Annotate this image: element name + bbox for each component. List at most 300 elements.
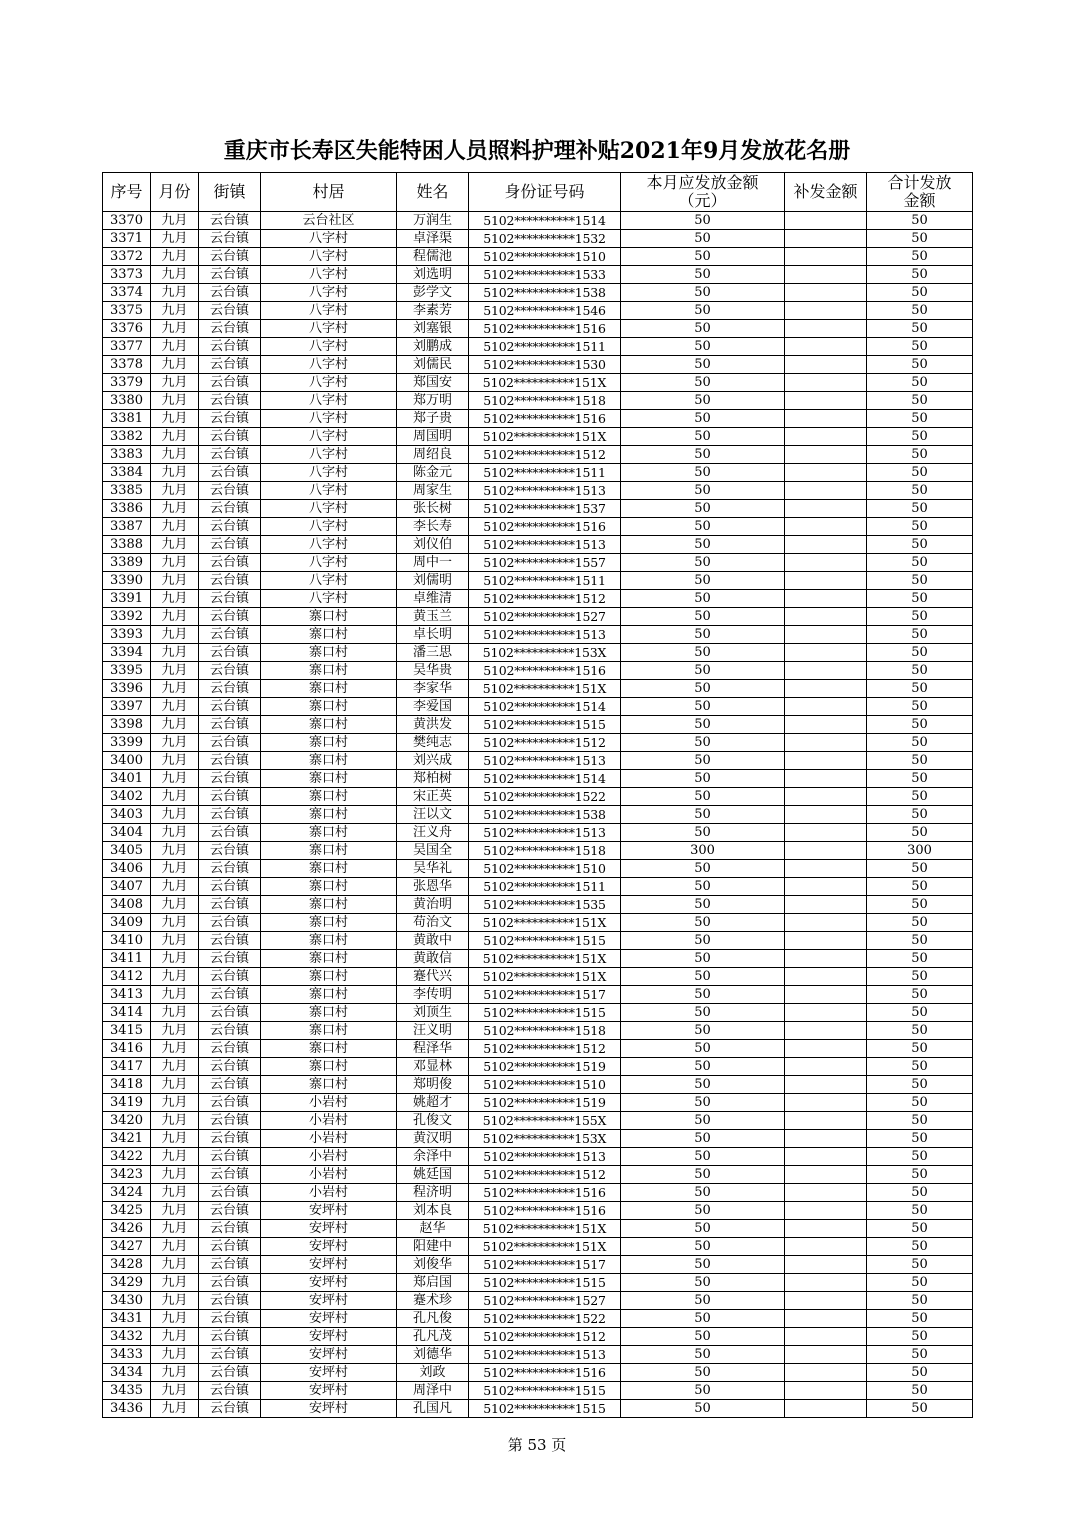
extra-cell: [785, 572, 867, 590]
id-cell: 5102**********1512: [469, 1040, 621, 1058]
header-extra: 补发金额: [785, 173, 867, 212]
extra-cell: [785, 716, 867, 734]
name-cell: 汪义舟: [397, 824, 469, 842]
month-cell: 九月: [151, 1022, 199, 1040]
due-cell: 50: [621, 500, 785, 518]
due-cell: 50: [621, 1292, 785, 1310]
month-cell: 九月: [151, 1400, 199, 1418]
seq-cell: 3411: [103, 950, 151, 968]
month-cell: 九月: [151, 1112, 199, 1130]
village-cell: 八字村: [261, 554, 397, 572]
village-cell: 小岩村: [261, 1148, 397, 1166]
due-cell: 50: [621, 914, 785, 932]
extra-cell: [785, 932, 867, 950]
extra-cell: [785, 644, 867, 662]
name-cell: 吴华礼: [397, 860, 469, 878]
seq-cell: 3397: [103, 698, 151, 716]
town-cell: 云台镇: [199, 554, 261, 572]
due-cell: 50: [621, 608, 785, 626]
village-cell: 云台社区: [261, 212, 397, 230]
id-cell: 5102**********1519: [469, 1058, 621, 1076]
village-cell: 寨口村: [261, 968, 397, 986]
header-total: 合计发放金额: [867, 173, 973, 212]
seq-cell: 3434: [103, 1364, 151, 1382]
total-cell: 50: [867, 752, 973, 770]
table-row: [103, 1022, 973, 1040]
total-cell: 50: [867, 734, 973, 752]
month-cell: 九月: [151, 482, 199, 500]
town-cell: 云台镇: [199, 428, 261, 446]
seq-cell: 3417: [103, 1058, 151, 1076]
due-cell: 50: [621, 1130, 785, 1148]
extra-cell: [785, 1256, 867, 1274]
name-cell: 刘俊华: [397, 1256, 469, 1274]
id-cell: 5102**********1510: [469, 248, 621, 266]
total-cell: 50: [867, 518, 973, 536]
month-cell: 九月: [151, 1364, 199, 1382]
town-cell: 云台镇: [199, 842, 261, 860]
id-cell: 5102**********1517: [469, 986, 621, 1004]
town-cell: 云台镇: [199, 1256, 261, 1274]
total-cell: 50: [867, 770, 973, 788]
town-cell: 云台镇: [199, 1382, 261, 1400]
name-cell: 姚廷国: [397, 1166, 469, 1184]
name-cell: 蹇术珍: [397, 1292, 469, 1310]
table-row: [103, 1310, 973, 1328]
town-cell: 云台镇: [199, 1292, 261, 1310]
extra-cell: [785, 212, 867, 230]
seq-cell: 3378: [103, 356, 151, 374]
total-cell: 50: [867, 1328, 973, 1346]
seq-cell: 3420: [103, 1112, 151, 1130]
town-cell: 云台镇: [199, 968, 261, 986]
name-cell: 刘德华: [397, 1346, 469, 1364]
id-cell: 5102**********1512: [469, 734, 621, 752]
town-cell: 云台镇: [199, 1022, 261, 1040]
seq-cell: 3387: [103, 518, 151, 536]
id-cell: 5102**********1518: [469, 1022, 621, 1040]
id-cell: 5102**********1514: [469, 770, 621, 788]
id-cell: 5102**********1516: [469, 1202, 621, 1220]
village-cell: 八字村: [261, 590, 397, 608]
extra-cell: [785, 374, 867, 392]
town-cell: 云台镇: [199, 1202, 261, 1220]
table-row: [103, 446, 973, 464]
seq-cell: 3401: [103, 770, 151, 788]
extra-cell: [785, 824, 867, 842]
total-cell: 50: [867, 284, 973, 302]
name-cell: 郑国安: [397, 374, 469, 392]
month-cell: 九月: [151, 950, 199, 968]
id-cell: 5102**********1530: [469, 356, 621, 374]
extra-cell: [785, 1040, 867, 1058]
total-cell: 50: [867, 1094, 973, 1112]
month-cell: 九月: [151, 1292, 199, 1310]
town-cell: 云台镇: [199, 266, 261, 284]
id-cell: 5102**********1518: [469, 392, 621, 410]
town-cell: 云台镇: [199, 374, 261, 392]
town-cell: 云台镇: [199, 932, 261, 950]
due-cell: 50: [621, 1382, 785, 1400]
total-cell: 50: [867, 1076, 973, 1094]
table-row: [103, 896, 973, 914]
name-cell: 程济明: [397, 1184, 469, 1202]
name-cell: 刘儒明: [397, 572, 469, 590]
town-cell: 云台镇: [199, 752, 261, 770]
town-cell: 云台镇: [199, 230, 261, 248]
total-cell: 50: [867, 626, 973, 644]
extra-cell: [785, 302, 867, 320]
total-cell: 50: [867, 896, 973, 914]
village-cell: 寨口村: [261, 608, 397, 626]
extra-cell: [785, 1292, 867, 1310]
table-row: [103, 770, 973, 788]
total-cell: 50: [867, 536, 973, 554]
month-cell: 九月: [151, 914, 199, 932]
month-cell: 九月: [151, 554, 199, 572]
town-cell: 云台镇: [199, 1112, 261, 1130]
month-cell: 九月: [151, 896, 199, 914]
id-cell: 5102**********1514: [469, 212, 621, 230]
village-cell: 安坪村: [261, 1328, 397, 1346]
table-row: [103, 1364, 973, 1382]
extra-cell: [785, 1400, 867, 1418]
table-row: [103, 734, 973, 752]
total-cell: 50: [867, 212, 973, 230]
due-cell: 50: [621, 950, 785, 968]
due-cell: 50: [621, 968, 785, 986]
due-cell: 50: [621, 860, 785, 878]
month-cell: 九月: [151, 338, 199, 356]
table-row: [103, 644, 973, 662]
name-cell: 孔凡茂: [397, 1328, 469, 1346]
due-cell: 50: [621, 464, 785, 482]
due-cell: 50: [621, 482, 785, 500]
total-cell: 50: [867, 824, 973, 842]
town-cell: 云台镇: [199, 320, 261, 338]
due-cell: 50: [621, 1364, 785, 1382]
month-cell: 九月: [151, 374, 199, 392]
name-cell: 刘鹏成: [397, 338, 469, 356]
id-cell: 5102**********1515: [469, 1004, 621, 1022]
table-row: [103, 590, 973, 608]
extra-cell: [785, 608, 867, 626]
name-cell: 周家生: [397, 482, 469, 500]
name-cell: 郑启国: [397, 1274, 469, 1292]
header-name: 姓名: [397, 173, 469, 212]
due-cell: 50: [621, 1094, 785, 1112]
due-cell: 50: [621, 662, 785, 680]
seq-cell: 3382: [103, 428, 151, 446]
extra-cell: [785, 1382, 867, 1400]
total-cell: 50: [867, 482, 973, 500]
extra-cell: [785, 1004, 867, 1022]
id-cell: 5102**********151X: [469, 1238, 621, 1256]
village-cell: 安坪村: [261, 1220, 397, 1238]
extra-cell: [785, 320, 867, 338]
name-cell: 李传明: [397, 986, 469, 1004]
due-cell: 50: [621, 752, 785, 770]
name-cell: 汪义明: [397, 1022, 469, 1040]
due-cell: 50: [621, 356, 785, 374]
month-cell: 九月: [151, 680, 199, 698]
total-cell: 50: [867, 662, 973, 680]
month-cell: 九月: [151, 410, 199, 428]
due-cell: 50: [621, 1112, 785, 1130]
extra-cell: [785, 1310, 867, 1328]
town-cell: 云台镇: [199, 1400, 261, 1418]
name-cell: 郑万明: [397, 392, 469, 410]
village-cell: 八字村: [261, 356, 397, 374]
table-row: [103, 1058, 973, 1076]
seq-cell: 3374: [103, 284, 151, 302]
table-row: [103, 1328, 973, 1346]
total-cell: 50: [867, 914, 973, 932]
extra-cell: [785, 518, 867, 536]
extra-cell: [785, 986, 867, 1004]
total-cell: 50: [867, 1238, 973, 1256]
total-cell: 50: [867, 1274, 973, 1292]
village-cell: 寨口村: [261, 644, 397, 662]
total-cell: 50: [867, 392, 973, 410]
town-cell: 云台镇: [199, 1058, 261, 1076]
seq-cell: 3428: [103, 1256, 151, 1274]
town-cell: 云台镇: [199, 896, 261, 914]
total-cell: 50: [867, 932, 973, 950]
name-cell: 刘仪伯: [397, 536, 469, 554]
month-cell: 九月: [151, 356, 199, 374]
id-cell: 5102**********1516: [469, 1364, 621, 1382]
name-cell: 黄敢信: [397, 950, 469, 968]
id-cell: 5102**********1515: [469, 716, 621, 734]
total-cell: 50: [867, 554, 973, 572]
village-cell: 寨口村: [261, 698, 397, 716]
due-cell: 50: [621, 1400, 785, 1418]
table-row: [103, 284, 973, 302]
village-cell: 寨口村: [261, 734, 397, 752]
name-cell: 郑子贵: [397, 410, 469, 428]
town-cell: 云台镇: [199, 824, 261, 842]
month-cell: 九月: [151, 500, 199, 518]
due-cell: 50: [621, 1076, 785, 1094]
seq-cell: 3371: [103, 230, 151, 248]
id-cell: 5102**********1516: [469, 518, 621, 536]
seq-cell: 3408: [103, 896, 151, 914]
month-cell: 九月: [151, 392, 199, 410]
id-cell: 5102**********1512: [469, 1166, 621, 1184]
town-cell: 云台镇: [199, 392, 261, 410]
town-cell: 云台镇: [199, 248, 261, 266]
extra-cell: [785, 896, 867, 914]
village-cell: 寨口村: [261, 1076, 397, 1094]
id-cell: 5102**********153X: [469, 1130, 621, 1148]
month-cell: 九月: [151, 932, 199, 950]
name-cell: 张恩华: [397, 878, 469, 896]
table-row: [103, 914, 973, 932]
village-cell: 寨口村: [261, 914, 397, 932]
village-cell: 八字村: [261, 248, 397, 266]
town-cell: 云台镇: [199, 500, 261, 518]
table-row: [103, 1400, 973, 1418]
seq-cell: 3430: [103, 1292, 151, 1310]
village-cell: 寨口村: [261, 1040, 397, 1058]
id-cell: 5102**********1527: [469, 608, 621, 626]
seq-cell: 3400: [103, 752, 151, 770]
extra-cell: [785, 1202, 867, 1220]
due-cell: 50: [621, 284, 785, 302]
table-row: [103, 878, 973, 896]
month-cell: 九月: [151, 1274, 199, 1292]
due-cell: 50: [621, 590, 785, 608]
id-cell: 5102**********1513: [469, 626, 621, 644]
table-row: [103, 1094, 973, 1112]
village-cell: 小岩村: [261, 1184, 397, 1202]
name-cell: 汪以文: [397, 806, 469, 824]
name-cell: 刘政: [397, 1364, 469, 1382]
town-cell: 云台镇: [199, 806, 261, 824]
total-cell: 50: [867, 788, 973, 806]
seq-cell: 3379: [103, 374, 151, 392]
extra-cell: [785, 1166, 867, 1184]
extra-cell: [785, 1184, 867, 1202]
month-cell: 九月: [151, 752, 199, 770]
total-cell: 50: [867, 716, 973, 734]
town-cell: 云台镇: [199, 1040, 261, 1058]
town-cell: 云台镇: [199, 518, 261, 536]
extra-cell: [785, 392, 867, 410]
seq-cell: 3419: [103, 1094, 151, 1112]
id-cell: 5102**********1519: [469, 1094, 621, 1112]
extra-cell: [785, 284, 867, 302]
extra-cell: [785, 356, 867, 374]
total-cell: 50: [867, 1292, 973, 1310]
name-cell: 刘兴成: [397, 752, 469, 770]
table-row: [103, 824, 973, 842]
extra-cell: [785, 1148, 867, 1166]
month-cell: 九月: [151, 1076, 199, 1094]
seq-cell: 3427: [103, 1238, 151, 1256]
table-row: [103, 248, 973, 266]
name-cell: 周国明: [397, 428, 469, 446]
month-cell: 九月: [151, 1094, 199, 1112]
seq-cell: 3396: [103, 680, 151, 698]
seq-cell: 3416: [103, 1040, 151, 1058]
table-row: [103, 356, 973, 374]
village-cell: 小岩村: [261, 1094, 397, 1112]
seq-cell: 3413: [103, 986, 151, 1004]
month-cell: 九月: [151, 1202, 199, 1220]
table-row: [103, 1076, 973, 1094]
id-cell: 5102**********1512: [469, 1328, 621, 1346]
seq-cell: 3429: [103, 1274, 151, 1292]
extra-cell: [785, 590, 867, 608]
name-cell: 姚超才: [397, 1094, 469, 1112]
id-cell: 5102**********1513: [469, 824, 621, 842]
id-cell: 5102**********1557: [469, 554, 621, 572]
name-cell: 刘塞银: [397, 320, 469, 338]
seq-cell: 3414: [103, 1004, 151, 1022]
total-cell: 50: [867, 1400, 973, 1418]
village-cell: 寨口村: [261, 860, 397, 878]
due-cell: 50: [621, 896, 785, 914]
id-cell: 5102**********1516: [469, 662, 621, 680]
table-row: [103, 482, 973, 500]
table-row: [103, 608, 973, 626]
total-cell: 50: [867, 968, 973, 986]
id-cell: 5102**********1511: [469, 464, 621, 482]
extra-cell: [785, 626, 867, 644]
table-row: [103, 1382, 973, 1400]
month-cell: 九月: [151, 590, 199, 608]
name-cell: 黄敢中: [397, 932, 469, 950]
id-cell: 5102**********1511: [469, 878, 621, 896]
table-row: [103, 554, 973, 572]
page-number: 第 53 页: [507, 1436, 567, 1454]
total-cell: 50: [867, 230, 973, 248]
town-cell: 云台镇: [199, 878, 261, 896]
month-cell: 九月: [151, 878, 199, 896]
table-row: [103, 716, 973, 734]
name-cell: 吴华贵: [397, 662, 469, 680]
village-cell: 寨口村: [261, 986, 397, 1004]
village-cell: 寨口村: [261, 662, 397, 680]
name-cell: 孔凡俊: [397, 1310, 469, 1328]
town-cell: 云台镇: [199, 482, 261, 500]
month-cell: 九月: [151, 284, 199, 302]
due-cell: 300: [621, 842, 785, 860]
due-cell: 50: [621, 626, 785, 644]
id-cell: 5102**********1546: [469, 302, 621, 320]
id-cell: 5102**********1515: [469, 1382, 621, 1400]
header-month: 月份: [151, 173, 199, 212]
seq-cell: 3418: [103, 1076, 151, 1094]
extra-cell: [785, 806, 867, 824]
town-cell: 云台镇: [199, 644, 261, 662]
total-cell: 50: [867, 410, 973, 428]
extra-cell: [785, 860, 867, 878]
seq-cell: 3388: [103, 536, 151, 554]
total-cell: 50: [867, 1040, 973, 1058]
seq-cell: 3431: [103, 1310, 151, 1328]
id-cell: 5102**********151X: [469, 1220, 621, 1238]
name-cell: 彭学文: [397, 284, 469, 302]
town-cell: 云台镇: [199, 572, 261, 590]
extra-cell: [785, 446, 867, 464]
table-row: [103, 338, 973, 356]
table-row: [103, 680, 973, 698]
table-row: [103, 374, 973, 392]
town-cell: 云台镇: [199, 1220, 261, 1238]
due-cell: 50: [621, 392, 785, 410]
extra-cell: [785, 968, 867, 986]
month-cell: 九月: [151, 1166, 199, 1184]
name-cell: 苟治文: [397, 914, 469, 932]
village-cell: 寨口村: [261, 770, 397, 788]
town-cell: 云台镇: [199, 1094, 261, 1112]
town-cell: 云台镇: [199, 1004, 261, 1022]
due-cell: 50: [621, 698, 785, 716]
month-cell: 九月: [151, 572, 199, 590]
month-cell: 九月: [151, 1148, 199, 1166]
due-cell: 50: [621, 806, 785, 824]
total-cell: 50: [867, 302, 973, 320]
seq-cell: 3394: [103, 644, 151, 662]
village-cell: 寨口村: [261, 806, 397, 824]
town-cell: 云台镇: [199, 410, 261, 428]
village-cell: 安坪村: [261, 1310, 397, 1328]
seq-cell: 3373: [103, 266, 151, 284]
table-row: [103, 266, 973, 284]
